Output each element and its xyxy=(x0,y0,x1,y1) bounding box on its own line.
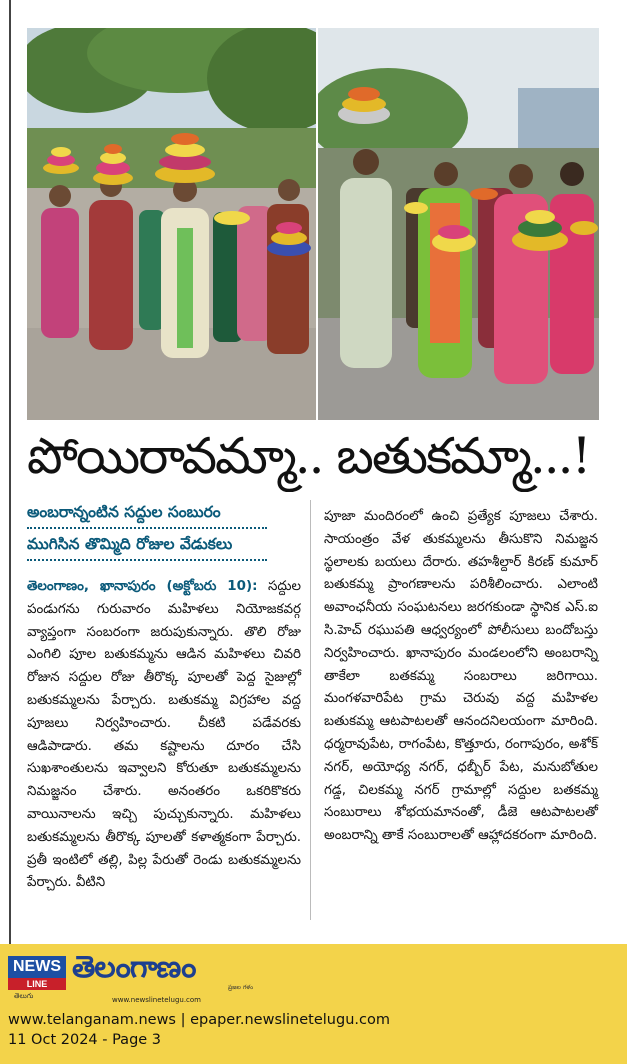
newsline-logo[interactable] xyxy=(8,956,66,1000)
column-divider xyxy=(310,500,311,920)
subheading-2: ముగిసిన తొమ్మిది రోజుల వేడుకలు xyxy=(27,529,267,561)
article-text-left: సద్దుల పండుగను గురువారం మహిళలు నియోజకవర్గ వ్యాప్తంగా సంబరంగా జరుపుకున్నారు. తొలి రోజు ఎంగిలి పూల బతుకమ్మను ఆడిన మహిళలు చివరి రోజున సద్దుల రోజు తీరొక్క పూలతో పెద్ద సైజుల్లో బతుకమ్మలను పేర్చారు. బతుకమ్మ విగ్రహాల వద్ద పూజలు నిర్వహించారు. చీకటి పడేవరకు ఆడిపాడారు. తమ కష్టాలను దూరం చేసి సుఖశాంతులను ఇవ్వాలని కోరుతూ బతుకమ్మలను నిమజ్జనం చేశారు. అనంతరం ఒకరికొకరు వాయినాలను ఇచ్చి పుచ్చుకున్నారు. మహిళలు బతుకమ్మలను తీరొక్క పూలతో కళాత్మకంగా పేర్చారు. ప్రతీ ఇంటిలో తల్లి, పిల్ల పేరుతో రెండు బతుకమ్మలను పేర్చారు. వీటిని xyxy=(27,579,301,891)
footer-date-page: 11 Oct 2024 - Page 3 xyxy=(8,1032,162,1048)
photo-women-bathukamma-right xyxy=(318,28,599,420)
logo-news-text: NEWS xyxy=(8,956,66,978)
subheadings xyxy=(27,497,267,561)
logo-line-text: LINE xyxy=(8,978,66,990)
masthead-tagline: ప్రజల గళం xyxy=(228,984,254,991)
footer-links[interactable]: www.telanganam.news | epaper.newslinetelugu.com xyxy=(8,1012,390,1028)
article-column-right xyxy=(324,506,598,848)
article-column-left xyxy=(27,576,301,895)
dateline: తెలంగాణం, ఖానాపురం (అక్టోబరు 10): xyxy=(27,579,258,594)
headline: పోయిరావమ్మా.. బతుకమ్మా...! xyxy=(27,427,590,485)
article-text-right: పూజా మందిరంలో ఉంచి ప్రత్యేక పూజలు చేశారు. సాయంత్రం వేళ తుకమ్మలను తీసుకొని నిమజ్జన స్థలాలకు బయలు దేరారు. తహశీల్దార్ కిరణ్ కుమార్ బతుకమ్మ ప్రాంగణాలను పరిశీలించారు. ఎలాంటి అవాంఛనీయ సంఘటనలు జరగకుండా స్థానిక ఎస్.ఐ సి.హెచ్ రఘుపతి ఆధ్వర్యంలో పోలీసులు బందోబస్తు నిర్వహించారు. ఖానాపురం మండలంలోని అంబరాన్ని తాకేలా బతకమ్మ సంబరాలు జరిగాయి. మంగళవారిపేట గ్రామ చెరువు వద్ద మహిళల బతుకమ్మ ఆటపాటలతో ఆనందనిలయంగా మారింది. ధర్మరావుపేట, రాగంపేట, కొత్తూరు, రంగాపురం, అశోక్ నగర్, అయోధ్య నగర్, ధబ్బీర్ పేట, మనుబోతుల గడ్డ, చిలకమ్మ నగర్ గ్రామాల్లో సద్దుల బతకమ్మ సంబురాలు శోభయమానంతో, డీజె ఆటపాటలతో అంబరాన్ని తాకే సంబురాలతో ఆహ్లాదకరంగా మారింది. xyxy=(324,509,598,844)
page-border xyxy=(9,0,11,944)
photo-women-bathukamma-left xyxy=(27,28,316,420)
footer-banner xyxy=(0,944,627,1064)
masthead-title: తెలంగాణం xyxy=(72,950,196,985)
subheading-1: అంబరాన్నంటిన సద్దుల సంబురం xyxy=(27,497,267,529)
logo-telugu-text: తెలుగు xyxy=(14,992,34,1000)
masthead-site[interactable]: www.newslinetelugu.com xyxy=(112,996,201,1004)
